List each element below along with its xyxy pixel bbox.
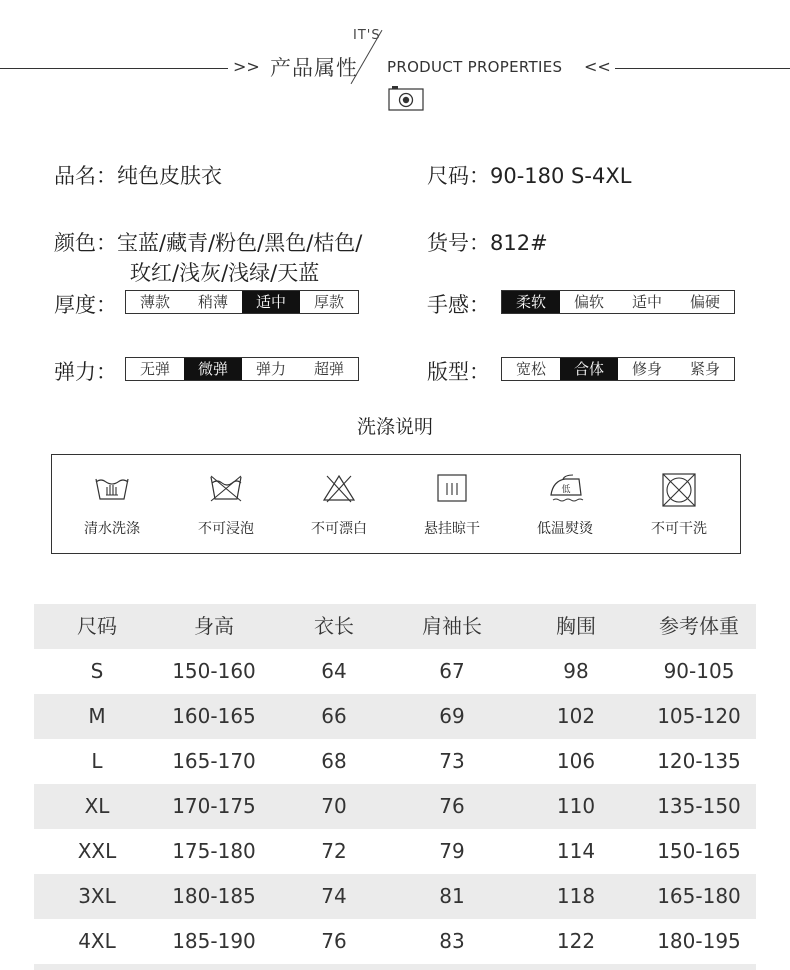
wash-item-no-soak	[171, 455, 281, 553]
feel-options	[501, 290, 735, 314]
table-cell: 102	[556, 704, 596, 728]
wash-item-no-bleach	[284, 455, 394, 553]
table-cell: 68	[321, 749, 347, 773]
table-cell: 67	[439, 659, 465, 683]
table-cell: 114	[556, 839, 596, 863]
table-cell: 4XL	[78, 929, 116, 953]
table-cell: 70	[321, 794, 347, 818]
elastic-option: 弹力	[255, 360, 286, 378]
table-cell: 90-105	[663, 659, 735, 683]
thickness-option: 厚款	[313, 293, 344, 311]
svg-text:低: 低	[561, 485, 571, 495]
table-row	[34, 874, 756, 919]
table-cell: 170-175	[172, 794, 256, 818]
fit-option: 修身	[631, 360, 662, 378]
fit-option-selected: 合体	[560, 358, 618, 380]
no-soak-icon	[208, 473, 244, 503]
table-header-cell: 胸围	[556, 614, 596, 638]
header-arrow-left: >>	[233, 57, 260, 76]
table-cell: XXL	[77, 839, 117, 863]
header-its: IT'S	[353, 28, 381, 43]
table-cell: 150-165	[657, 839, 741, 863]
table-bottom-strip	[34, 964, 756, 970]
wash-label: 不可干洗	[651, 521, 707, 537]
no-bleach-icon	[321, 473, 357, 503]
fit-label: 版型：	[427, 360, 490, 384]
table-cell: 160-165	[172, 704, 256, 728]
table-cell: 118	[556, 884, 596, 908]
thickness-option-selected: 适中	[242, 291, 300, 313]
table-cell: 165-170	[172, 749, 256, 773]
header-line-left	[0, 68, 228, 69]
table-row	[34, 739, 756, 784]
table-cell: 150-160	[172, 659, 256, 683]
wash-label: 不可漂白	[311, 521, 367, 537]
prop-color-line2: 玫红/浅灰/浅绿/天蓝	[130, 261, 320, 285]
feel-option-selected: 柔软	[502, 291, 560, 313]
no-dry-clean-icon	[661, 473, 697, 507]
prop-name: 品名：纯色皮肤衣	[54, 164, 222, 188]
table-header-cell: 身高	[194, 614, 234, 638]
table-cell: XL	[84, 794, 110, 818]
table-header-cell: 参考体重	[659, 614, 739, 638]
wash-label: 不可浸泡	[198, 521, 254, 537]
section-title-cn: 产品属性	[270, 56, 358, 80]
table-cell: 64	[321, 659, 347, 683]
table-row	[34, 919, 756, 964]
hand-wash-icon	[94, 473, 130, 503]
wash-item-no-dry-clean	[624, 455, 734, 553]
table-cell: 3XL	[78, 884, 116, 908]
camera-icon	[388, 85, 424, 111]
thickness-option: 薄款	[139, 293, 170, 311]
thickness-option: 稍薄	[197, 293, 228, 311]
table-cell: 79	[439, 839, 465, 863]
table-cell: 105-120	[657, 704, 741, 728]
table-cell: 165-180	[657, 884, 741, 908]
wash-label: 清水洗涤	[84, 521, 140, 537]
fit-option: 紧身	[689, 360, 720, 378]
prop-sku: 货号：812#	[427, 231, 548, 255]
table-header-cell: 肩袖长	[422, 614, 482, 638]
table-cell: 180-195	[657, 929, 741, 953]
table-row	[34, 649, 756, 694]
wash-label: 低温熨烫	[537, 521, 593, 537]
table-row	[34, 829, 756, 874]
table-cell: S	[90, 659, 104, 683]
table-cell: 81	[439, 884, 465, 908]
feel-option: 偏软	[573, 293, 604, 311]
feel-label: 手感：	[427, 293, 490, 317]
feel-option: 适中	[631, 293, 662, 311]
table-row	[34, 694, 756, 739]
wash-label: 悬挂晾干	[424, 521, 480, 537]
wash-instructions-box	[51, 454, 741, 554]
table-cell: 72	[321, 839, 347, 863]
table-cell: 110	[556, 794, 596, 818]
fit-options	[501, 357, 735, 381]
table-cell: 135-150	[657, 794, 741, 818]
table-cell: 106	[556, 749, 596, 773]
table-cell: 98	[563, 659, 589, 683]
table-cell: 76	[439, 794, 465, 818]
thickness-options	[125, 290, 359, 314]
thickness-label: 厚度：	[54, 293, 117, 317]
table-cell: 66	[321, 704, 347, 728]
table-cell: 122	[556, 929, 596, 953]
table-cell: 74	[321, 884, 347, 908]
table-cell: 73	[439, 749, 465, 773]
feel-option: 偏硬	[689, 293, 720, 311]
table-header-row	[34, 604, 756, 649]
section-title-en: PRODUCT PROPERTIES	[387, 58, 563, 76]
fit-option: 宽松	[515, 360, 546, 378]
elastic-option: 无弹	[139, 360, 170, 378]
table-cell: 69	[439, 704, 465, 728]
header-line-right	[615, 68, 790, 69]
table-row	[34, 784, 756, 829]
table-cell: 180-185	[172, 884, 256, 908]
wash-title: 洗涤说明	[356, 416, 433, 438]
prop-color-line1: 颜色：宝蓝/藏青/粉色/黑色/桔色/	[54, 231, 363, 255]
wash-item-low-iron	[510, 455, 620, 553]
hang-dry-icon	[434, 473, 470, 503]
header-arrow-right: <<	[584, 57, 611, 76]
table-header-cell: 衣长	[314, 614, 354, 638]
table-cell: 76	[321, 929, 347, 953]
table-cell: 185-190	[172, 929, 256, 953]
table-cell: 120-135	[657, 749, 741, 773]
wash-item-hang-dry	[397, 455, 507, 553]
elastic-option: 超弹	[313, 360, 344, 378]
prop-size: 尺码：90-180 S-4XL	[427, 164, 632, 188]
low-iron-icon	[547, 473, 587, 503]
table-cell: 83	[439, 929, 465, 953]
wash-item-hand-wash	[57, 455, 167, 553]
table-cell: 175-180	[172, 839, 256, 863]
table-header-cell: 尺码	[77, 614, 117, 638]
elastic-option-selected: 微弹	[184, 358, 242, 380]
elastic-options	[125, 357, 359, 381]
elastic-label: 弹力：	[54, 360, 117, 384]
table-cell: L	[91, 749, 103, 773]
table-cell: M	[88, 704, 106, 728]
